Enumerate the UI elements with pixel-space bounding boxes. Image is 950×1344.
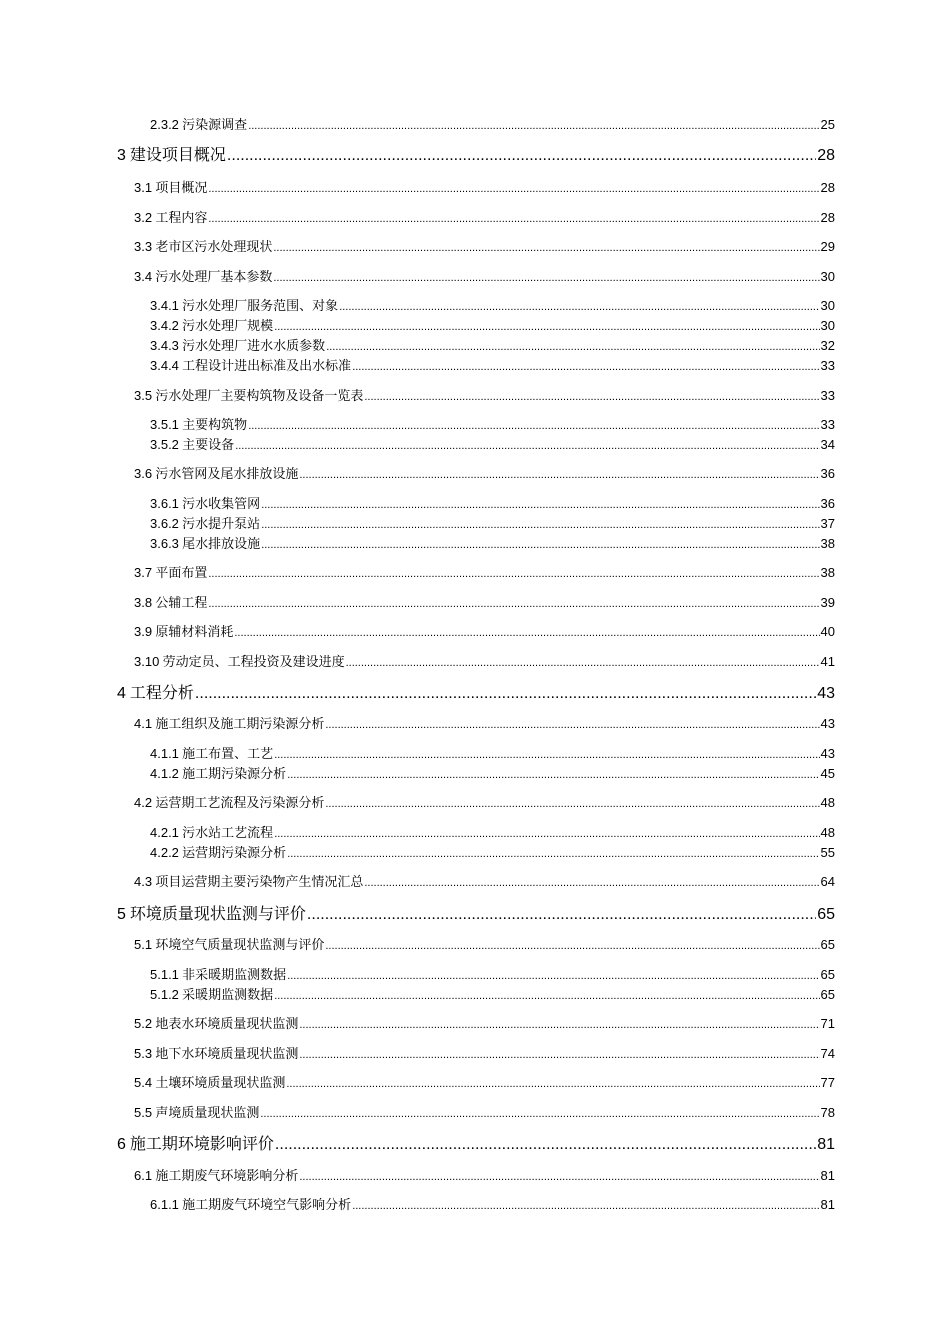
toc-entry-page-number: 30: [820, 298, 835, 313]
toc-entry-label: [150, 846, 286, 859]
toc-entry-level-2[interactable]: [134, 625, 835, 639]
toc-entry-title: 工程设计进出标准及出水标准: [182, 358, 352, 373]
toc-entry-level-2[interactable]: [134, 566, 835, 580]
toc-entry-page-number: 78: [820, 1105, 835, 1120]
toc-entry-title: 污水站工艺流程: [182, 825, 274, 840]
toc-entry-label: [150, 968, 286, 981]
toc-entry-level-3[interactable]: [150, 497, 835, 511]
toc-entry-title: 采暖期监测数据: [182, 987, 274, 1002]
toc-entry-title: 地表水环境质量现状监测: [155, 1016, 299, 1031]
toc-entry-page-number: 38: [820, 565, 835, 580]
toc-entry-label: [134, 596, 207, 609]
dot-leader: [261, 540, 819, 551]
toc-entry-title: 污水管网及尾水排放设施: [155, 466, 299, 481]
toc-entry-page-number: 77: [820, 1075, 835, 1090]
toc-entry-number: 5.1: [134, 937, 153, 952]
toc-entry-number: 5.4: [134, 1075, 153, 1090]
toc-entry-level-3[interactable]: [150, 846, 835, 860]
toc-entry-level-2[interactable]: [134, 211, 835, 225]
toc-entry-page-number: 74: [820, 1046, 835, 1061]
toc-entry-number: 3.4.2: [150, 318, 179, 333]
toc-entry-label: [117, 686, 194, 702]
toc-entry-page-number: 38: [820, 536, 835, 551]
toc-entry-number: 4.1.2: [150, 766, 179, 781]
toc-entry-number: 3.6.1: [150, 496, 179, 511]
toc-entry-level-2[interactable]: [134, 467, 835, 481]
toc-entry-page-number: 41: [820, 654, 835, 669]
toc-entry-page-number: 64: [820, 874, 835, 889]
toc-entry-label: [134, 389, 363, 402]
toc-entry-title: 项目概况: [155, 180, 208, 195]
toc-entry-number: 3.4.3: [150, 338, 179, 353]
toc-entry-label: [150, 359, 351, 372]
dot-leader: [274, 829, 819, 840]
toc-entry-label: [117, 1137, 274, 1153]
toc-entry-label: [134, 270, 272, 283]
toc-entry-number: 4.2.2: [150, 845, 179, 860]
toc-entry-number: 4: [117, 685, 126, 702]
toc-entry-number: 3.6.3: [150, 536, 179, 551]
toc-entry-title: 工程分析: [129, 685, 194, 702]
dot-leader: [299, 1172, 819, 1183]
toc-entry-level-3[interactable]: [150, 747, 835, 761]
toc-entry-number: 3.1: [134, 180, 153, 195]
toc-entry-label: [134, 938, 324, 951]
toc-entry-page-number: 28: [820, 180, 835, 195]
toc-entry-title: 污水处理厂规模: [182, 318, 274, 333]
toc-entry-title: 土壤环境质量现状监测: [155, 1075, 286, 1090]
toc-entry-number: 4.1: [134, 716, 153, 731]
dot-leader: [274, 991, 819, 1002]
toc-entry-title: 主要构筑物: [182, 417, 248, 432]
toc-entry-label: [150, 1198, 351, 1211]
toc-entry-title: 主要设备: [182, 437, 235, 452]
toc-entry-level-1[interactable]: [117, 686, 835, 702]
toc-entry-number: 3.4.4: [150, 358, 179, 373]
toc-entry-level-3[interactable]: [150, 826, 835, 840]
toc-entry-level-3[interactable]: [150, 418, 835, 432]
dot-leader: [274, 322, 819, 333]
dot-leader: [346, 658, 820, 669]
toc-entry-title: 声境质量现状监测: [155, 1105, 260, 1120]
toc-entry-page-number: 65: [820, 967, 835, 982]
toc-entry-title: 施工布置、工艺: [182, 746, 274, 761]
toc-entry-level-1[interactable]: [117, 148, 835, 164]
toc-entry-number: 2.3.2: [150, 117, 179, 132]
toc-entry-number: 6: [117, 1136, 126, 1153]
toc-entry-title: 运营期污染源分析: [182, 845, 287, 860]
toc-entry-level-2[interactable]: [134, 1017, 835, 1031]
dot-leader: [208, 214, 819, 225]
toc-entry-title: 原辅材料消耗: [155, 624, 234, 639]
toc-entry-number: 5.5: [134, 1105, 153, 1120]
dot-leader: [227, 148, 816, 164]
toc-entry-page-number: 81: [817, 1136, 835, 1153]
toc-entry-title: 环境空气质量现状监测与评价: [155, 937, 325, 952]
toc-entry-title: 污染源调查: [182, 117, 248, 132]
dot-leader: [364, 878, 819, 889]
toc-entry-number: 3.7: [134, 565, 153, 580]
toc-entry-label: [134, 1076, 285, 1089]
toc-entry-page-number: 45: [820, 766, 835, 781]
dot-leader: [287, 849, 819, 860]
toc-entry-title: 施工期废气环境影响分析: [155, 1168, 299, 1183]
dot-leader: [273, 243, 819, 254]
dot-leader: [274, 750, 819, 761]
dot-leader: [325, 799, 819, 810]
dot-leader: [234, 628, 819, 639]
dot-leader: [260, 1109, 819, 1120]
dot-leader: [339, 302, 819, 313]
toc-entry-level-3[interactable]: [150, 359, 835, 373]
dot-leader: [208, 184, 819, 195]
toc-entry-page-number: 25: [820, 117, 835, 132]
toc-entry-number: 3.10: [134, 654, 160, 669]
toc-entry-page-number: 48: [820, 825, 835, 840]
toc-entry-title: 环境质量现状监测与评价: [129, 906, 306, 923]
toc-entry-level-3[interactable]: [150, 1198, 835, 1212]
dot-leader: [275, 1137, 816, 1153]
toc-entry-label: [134, 655, 345, 668]
toc-entry-title: 建设项目概况: [129, 147, 226, 164]
toc-entry-title: 地下水环境质量现状监测: [155, 1046, 299, 1061]
dot-leader: [261, 500, 819, 511]
toc-entry-label: [150, 299, 338, 312]
toc-entry-page-number: 29: [820, 239, 835, 254]
toc-entry-title: 老市区污水处理现状: [155, 239, 273, 254]
toc-entry-title: 污水处理厂服务范围、对象: [182, 298, 339, 313]
toc-entry-page-number: 34: [820, 437, 835, 452]
dot-leader: [208, 569, 819, 580]
toc-entry-page-number: 33: [820, 388, 835, 403]
toc-entry-page-number: 43: [820, 746, 835, 761]
toc-entry-title: 污水处理厂进水水质参数: [182, 338, 326, 353]
dot-leader: [273, 273, 819, 284]
toc-entry-title: 尾水排放设施: [182, 536, 261, 551]
toc-entry-label: [134, 1106, 259, 1119]
toc-entry-label: [150, 767, 286, 780]
toc-entry-page-number: 33: [820, 358, 835, 373]
toc-entry-level-3[interactable]: [150, 968, 835, 982]
toc-entry-label: [150, 747, 273, 760]
dot-leader: [195, 686, 816, 702]
toc-entry-title: 平面布置: [155, 565, 208, 580]
toc-entry-page-number: 55: [820, 845, 835, 860]
toc-entry-page-number: 65: [820, 937, 835, 952]
toc-entry-label: [150, 418, 247, 431]
toc-entry-label: [150, 826, 273, 839]
toc-entry-number: 4.2: [134, 795, 153, 810]
toc-entry-level-2[interactable]: [134, 596, 835, 610]
toc-entry-page-number: 39: [820, 595, 835, 610]
toc-entry-number: 3.6.2: [150, 516, 179, 531]
toc-entry-level-1[interactable]: [117, 907, 835, 923]
toc-entry-number: 4.3: [134, 874, 153, 889]
toc-entry-level-2[interactable]: [134, 655, 835, 669]
toc-entry-label: [134, 1017, 298, 1030]
toc-entry-number: 3.4.1: [150, 298, 179, 313]
toc-entry-label: [134, 211, 207, 224]
toc-entry-number: 4.1.1: [150, 746, 179, 761]
toc-entry-page-number: 43: [820, 716, 835, 731]
toc-entry-page-number: 48: [820, 795, 835, 810]
toc-entry-label: [150, 319, 273, 332]
toc-entry-level-2[interactable]: [134, 1169, 835, 1183]
toc-entry-number: 5.1.2: [150, 987, 179, 1002]
toc-entry-number: 3.9: [134, 624, 153, 639]
toc-entry-number: 6.1.1: [150, 1197, 179, 1212]
toc-entry-title: 污水处理厂基本参数: [155, 269, 273, 284]
toc-entry-number: 3: [117, 147, 126, 164]
toc-entry-title: 劳动定员、工程投资及建设进度: [162, 654, 345, 669]
dot-leader: [261, 520, 819, 531]
toc-entry-label: [150, 118, 247, 131]
toc-entry-number: 4.2.1: [150, 825, 179, 840]
toc-entry-label: [150, 497, 260, 510]
toc-entry-number: 3.3: [134, 239, 153, 254]
toc-entry-page-number: 71: [820, 1016, 835, 1031]
toc-entry-page-number: 33: [820, 417, 835, 432]
toc-entry-level-2[interactable]: [134, 875, 835, 889]
toc-entry-label: [150, 988, 273, 1001]
toc-entry-level-3[interactable]: [150, 988, 835, 1002]
toc-entry-title: 工程内容: [155, 210, 208, 225]
dot-leader: [248, 121, 819, 132]
toc-entry-page-number: 28: [817, 147, 835, 164]
toc-entry-number: 3.2: [134, 210, 153, 225]
toc-entry-number: 3.6: [134, 466, 153, 481]
toc-entry-label: [134, 796, 324, 809]
toc-entry-number: 6.1: [134, 1168, 153, 1183]
dot-leader: [299, 1020, 819, 1031]
dot-leader: [248, 421, 819, 432]
toc-entry-page-number: 36: [820, 496, 835, 511]
toc-entry-label: [117, 148, 226, 164]
toc-entry-title: 运营期工艺流程及污染源分析: [155, 795, 325, 810]
toc-entry-page-number: 28: [820, 210, 835, 225]
toc-entry-page-number: 81: [820, 1197, 835, 1212]
toc-entry-title: 污水处理厂主要构筑物及设备一览表: [155, 388, 364, 403]
toc-entry-level-2[interactable]: [134, 270, 835, 284]
toc-entry-label: [134, 625, 233, 638]
toc-entry-page-number: 30: [820, 269, 835, 284]
toc-entry-title: 公辅工程: [155, 595, 208, 610]
dot-leader: [287, 770, 819, 781]
toc-entry-label: [134, 181, 207, 194]
toc-entry-level-3[interactable]: [150, 299, 835, 313]
dot-leader: [208, 599, 819, 610]
toc-entry-label: [150, 438, 234, 451]
toc-entry-label: [150, 537, 260, 550]
toc-entry-number: 3.5: [134, 388, 153, 403]
toc-entry-title: 污水收集管网: [182, 496, 261, 511]
toc-entry-level-3[interactable]: [150, 118, 835, 132]
toc-entry-page-number: 40: [820, 624, 835, 639]
dot-leader: [307, 907, 816, 923]
toc-entry-label: [134, 1047, 298, 1060]
toc-entry-page-number: 65: [817, 906, 835, 923]
toc-entry-level-3[interactable]: [150, 438, 835, 452]
toc-entry-page-number: 32: [820, 338, 835, 353]
toc-entry-label: [150, 517, 260, 530]
toc-entry-label: [134, 1169, 298, 1182]
dot-leader: [287, 971, 819, 982]
toc-entry-page-number: 36: [820, 466, 835, 481]
toc-entry-level-2[interactable]: [134, 938, 835, 952]
toc-entry-label: [134, 240, 272, 253]
toc-entry-page-number: 30: [820, 318, 835, 333]
toc-entry-level-1[interactable]: [117, 1137, 835, 1153]
toc-entry-number: 3.8: [134, 595, 153, 610]
toc-entry-number: 5.3: [134, 1046, 153, 1061]
dot-leader: [299, 1050, 819, 1061]
toc-entry-label: [134, 717, 324, 730]
toc-entry-level-3[interactable]: [150, 767, 835, 781]
dot-leader: [286, 1079, 819, 1090]
dot-leader: [235, 441, 819, 452]
dot-leader: [364, 392, 819, 403]
toc-entry-level-3[interactable]: [150, 537, 835, 551]
toc-entry-label: [134, 875, 363, 888]
toc-entry-level-3[interactable]: [150, 319, 835, 333]
toc-entry-level-2[interactable]: [134, 1076, 835, 1090]
toc-entry-number: 5.1.1: [150, 967, 179, 982]
dot-leader: [352, 362, 819, 373]
toc-entry-label: [150, 339, 325, 352]
toc-entry-number: 5: [117, 906, 126, 923]
toc-entry-label: [117, 907, 306, 923]
toc-entry-page-number: 43: [817, 685, 835, 702]
dot-leader: [325, 720, 819, 731]
toc-entry-level-2[interactable]: [134, 240, 835, 254]
dot-leader: [352, 1201, 819, 1212]
toc-entry-level-3[interactable]: [150, 339, 835, 353]
dot-leader: [299, 470, 819, 481]
toc-entry-number: 5.2: [134, 1016, 153, 1031]
toc-entry-label: [134, 467, 298, 480]
toc-entry-title: 非采暖期监测数据: [182, 967, 287, 982]
toc-entry-number: 3.5.2: [150, 437, 179, 452]
toc-entry-title: 施工期污染源分析: [182, 766, 287, 781]
toc-entry-title: 污水提升泵站: [182, 516, 261, 531]
toc-entry-page-number: 37: [820, 516, 835, 531]
dot-leader: [326, 342, 819, 353]
dot-leader: [325, 941, 819, 952]
toc-entry-title: 施工组织及施工期污染源分析: [155, 716, 325, 731]
toc-entry-title: 项目运营期主要污染物产生情况汇总: [155, 874, 364, 889]
toc-entry-page-number: 81: [820, 1168, 835, 1183]
toc-entry-level-2[interactable]: [134, 1106, 835, 1120]
toc-entry-level-3[interactable]: [150, 517, 835, 531]
toc-entry-level-2[interactable]: [134, 181, 835, 195]
toc-entry-level-2[interactable]: [134, 717, 835, 731]
toc-entry-number: 3.4: [134, 269, 153, 284]
toc-entry-number: 3.5.1: [150, 417, 179, 432]
toc-entry-page-number: 65: [820, 987, 835, 1002]
toc-entry-title: 施工期环境影响评价: [129, 1136, 274, 1153]
toc-entry-level-2[interactable]: [134, 1047, 835, 1061]
toc-entry-level-2[interactable]: [134, 389, 835, 403]
toc-entry-label: [134, 566, 207, 579]
toc-entry-level-2[interactable]: [134, 796, 835, 810]
toc-entry-title: 施工期废气环境空气影响分析: [182, 1197, 352, 1212]
